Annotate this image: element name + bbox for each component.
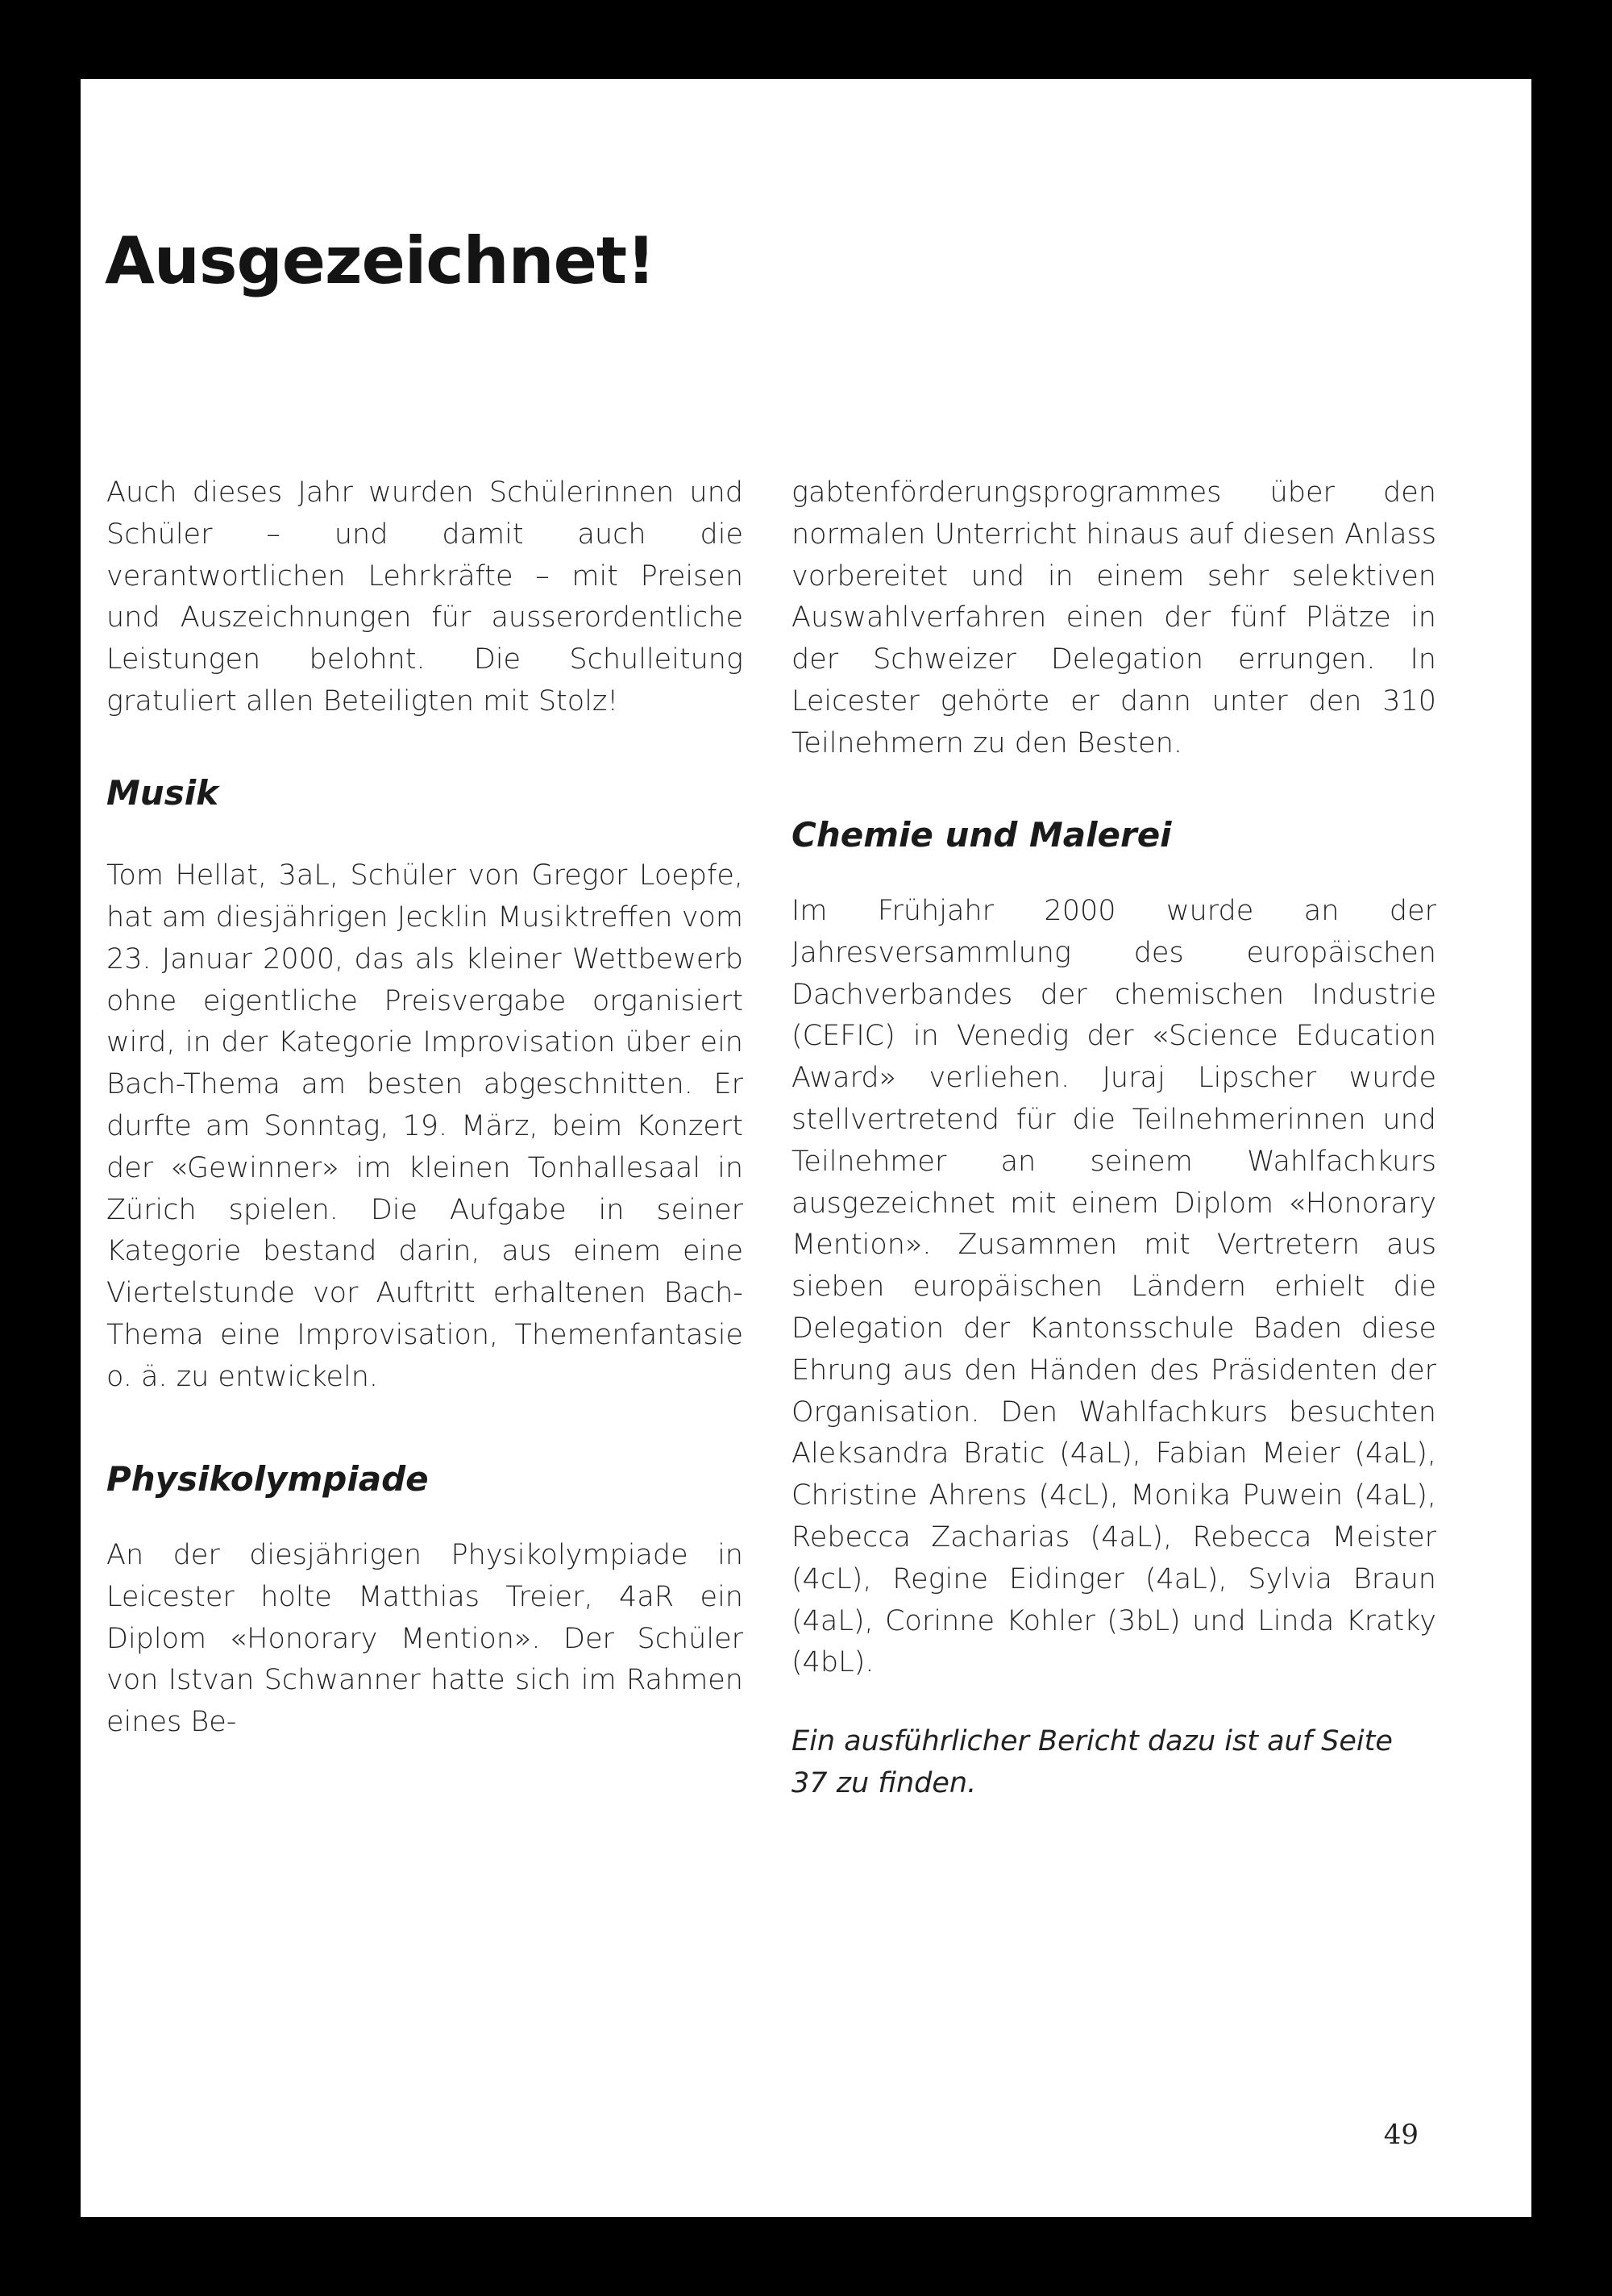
right-column: [791, 472, 1436, 1805]
physikolympiade-paragraph-start: An der diesjährigen Physikolympiade in Leicester holte Matthias Treier, 4aR ein Diplom «Honorary Mention». Der Schüler von Istvan Schwanner hatte sich im Rahmen eines Be-: [106, 1538, 743, 1739]
report-reference-note: Ein ausführlicher Bericht dazu ist auf Seite 37 zu finden.: [791, 1725, 1393, 1799]
section-heading-chemie-und-malerei: Chemie und Malerei: [791, 814, 1172, 855]
page-number: 49: [1383, 2119, 1419, 2151]
section-heading-musik: Musik: [106, 772, 219, 813]
section-heading-physikolympiade: Physikolympiade: [106, 1458, 429, 1499]
intro-paragraph: Auch dieses Jahr wurden Schülerinnen und Schüler – und damit auch die verantwortlichen Lehrkräfte – mit Preisen und Auszeichnungen für ausserordentliche Leistungen belohnt. Die Schulleitung gratuliert allen Beteiligten mit Stolz!: [106, 476, 743, 718]
chemie-paragraph: Im Frühjahr 2000 wurde an der Jahresversammlung des europäischen Dachverbandes der chemischen Industrie (CEFIC) in Venedig der «Science Education Award» verliehen. Juraj Lipscher wurde stellvertretend für die Teilnehmerinnen und Teilnehmer an seinem Wahlfachkurs ausgezeichnet mit einem Diplom «Honorary Mention». Zusammen mit Vertretern aus sieben europäischen Ländern erhielt die Delegation der Kantonsschule Baden diese Ehrung aus den Händen des Präsidenten der Organisation. Den Wahlfachkurs besuchten Aleksandra Bratic (4aL), Fabian Meier (4aL), Christine Ahrens (4cL), Monika Puwein (4aL), Rebecca Zacharias (4aL), Rebecca Meister (4cL), Regine Eidinger (4aL), Sylvia Braun (4aL), Corinne Kohler (3bL) und Linda Kratky (4bL).: [791, 894, 1436, 1679]
physikolympiade-paragraph-continued: gabtenförderungsprogrammes über den normalen Unterricht hinaus auf diesen Anlass vorbereitet und in einem sehr selektiven Auswahlverfahren einen der fünf Plätze in der Schweizer Delegation errungen. In Leicester gehörte er dann unter den 310 Teilnehmern zu den Besten.: [791, 476, 1436, 759]
musik-paragraph: Tom Hellat, 3aL, Schüler von Gregor Loepfe, hat am diesjährigen Jecklin Musiktreffen vom 23. Januar 2000, das als kleiner Wettbewerb ohne eigentliche Preisvergabe organisiert wird, in der Kategorie Improvisation über ein Bach-Thema am besten abgeschnitten. Er durfte am Sonntag, 19. März, beim Konzert der «Gewinner» im kleinen Tonhallesaal in Zürich spielen. Die Aufgabe in seiner Kategorie bestand darin, aus einem eine Viertelstunde vor Auftritt erhaltenen Bach-Thema eine Improvisation, Themenfantasie o. ä. zu entwickeln.: [106, 859, 743, 1393]
left-column: [106, 472, 743, 1744]
page-title: Ausgezeichnet!: [105, 223, 655, 298]
document-page: [81, 79, 1531, 2217]
